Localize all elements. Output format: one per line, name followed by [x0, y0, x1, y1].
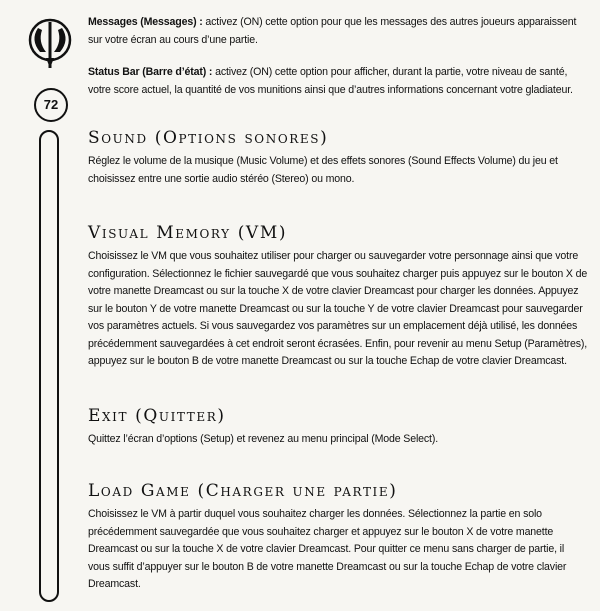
section-heading: Load Game (Charger une partie): [88, 481, 398, 501]
margin-rail: [39, 130, 59, 602]
option-messages: [88, 14, 588, 49]
section-sound: [88, 127, 588, 188]
section-load-game: [88, 480, 588, 594]
section-body: Quittez l’écran d’options (Setup) et revenez au menu principal (Mode Select).: [88, 432, 438, 445]
section-body: Réglez le volume de la musique (Music Volume) et des effets sonores (Sound Effects Volume) du jeu et choisissez entre une sortie audio stéréo (Stereo) ou mono.: [88, 155, 558, 185]
quake-logo-icon: [26, 18, 74, 70]
term-label: Messages (Messages) :: [88, 16, 203, 28]
section-heading: Sound (Options sonores): [88, 128, 329, 148]
section-heading: Visual Memory (VM): [88, 223, 288, 243]
section-body: Choisissez le VM à partir duquel vous souhaitez charger les données. Sélectionnez la partie en solo précédemment sauvegardée que vous souhaitez charger et appuyez sur le bouton X de votre manette Dreamcast ou sur la touche X de votre clavier Dreamcast. Pour quitter ce menu sans charger de partie, il vous suffit d’appuyer sur le bouton B de votre manette Dreamcast ou sur la touche Echap de votre clavier Dreamcast.: [88, 508, 567, 590]
option-status-bar: [88, 64, 588, 99]
section-visual-memory: [88, 222, 588, 371]
page-margin: [0, 0, 80, 611]
section-body: Choisissez le VM que vous souhaitez utiliser pour charger ou sauvegarder votre personnage ainsi que votre configuration. Sélectionnez le fichier sauvegardé que vous souhaitez charger puis appuyez sur le bouton X de votre manette Dreamcast ou sur la touche X de votre clavier Dreamcast pour charger les données. Appuyez sur le bouton Y de votre manette Dreamcast ou sur la touche Y de votre clavier Dreamcast pour sauvegarder vos paramètres actuels. Si vous sauvegardez vos paramètres sur un emplacement déjà utilisé, les données précédemment sauvegardées à cet endroit seront écrasées. Enfin, pour revenir au menu Setup (Paramètres), appuyez sur le bouton B de votre manette Dreamcast ou sur la touche Echap de votre clavier Dreamcast.: [88, 250, 588, 367]
manual-content: [88, 14, 588, 594]
term-description: activez (ON) cette option pour que les messages des autres joueurs apparaissent sur votre écran au cours d’une partie.: [88, 16, 577, 46]
term-label: Status Bar (Barre d’état) :: [88, 66, 213, 78]
term-description: activez (ON) cette option pour afficher, durant la partie, votre niveau de santé, votre score actuel, la quantité de vos munitions ainsi que d’autres informations concernant votre gladiateur.: [88, 66, 573, 96]
page-number: 72: [34, 88, 68, 122]
section-heading: Exit (Quitter): [88, 405, 226, 426]
section-exit: [88, 405, 588, 449]
